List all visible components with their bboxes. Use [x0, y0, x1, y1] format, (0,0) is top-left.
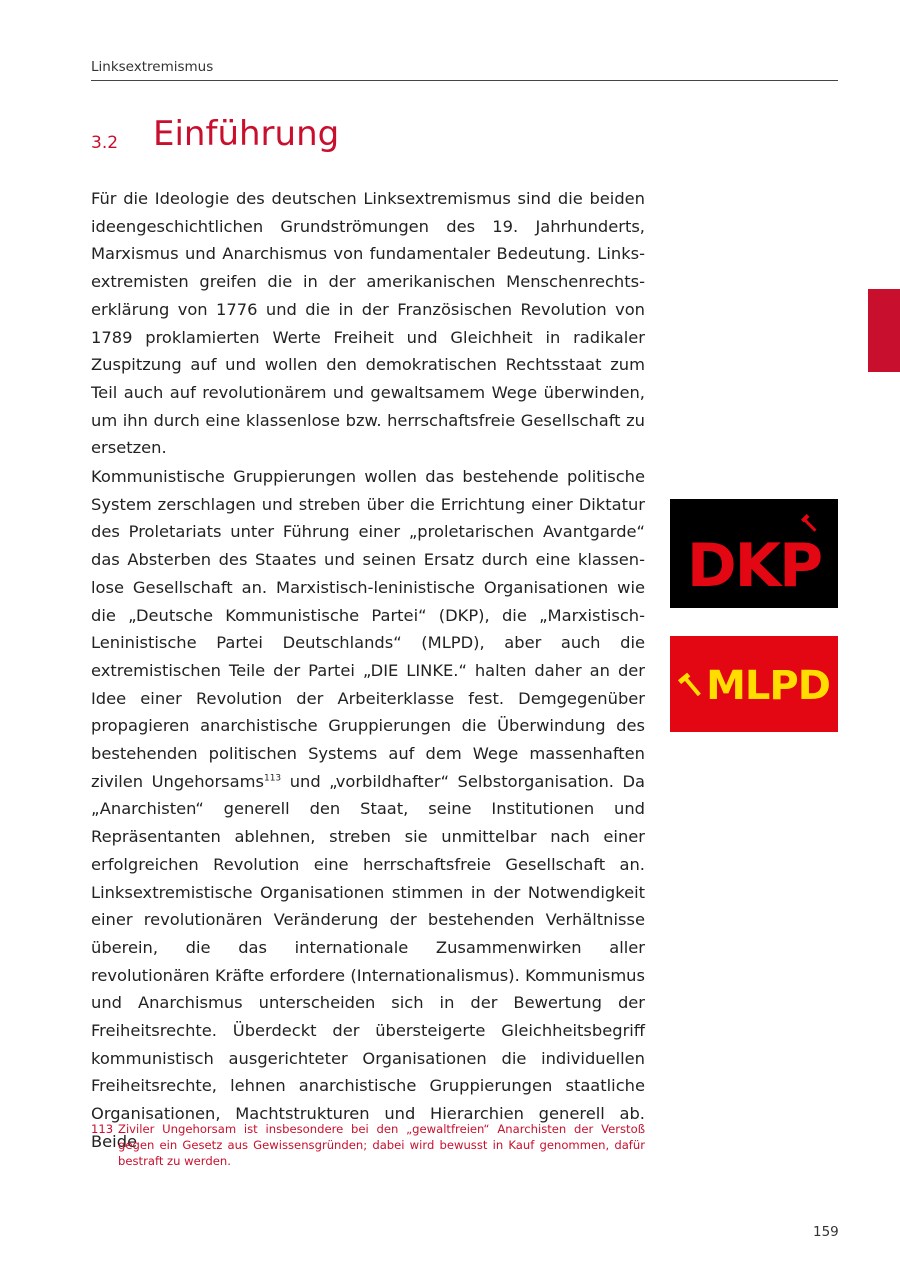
paragraph-2-part-1: Kommunistische Gruppierungen wollen das bestehende politische System zerschlagen und streben über die Errichtung einer Diktatur des Proletariats unter Führung einer „proletarischen Avantgarde“ das Absterben des Staates und seinen Ersatz durch eine klassenlose Gesellschaft an. Marxistisch-leninistische Organisationen wie die „Deutsche Kommunistische Partei“ (DKP), die „Marxistisch-Leninistische Partei Deutschlands“ (MLPD), aber auch die extremistischen Teile der Partei „DIE LINKE.“ halten daher an der Idee einer Revolution der Arbeiterklasse fest. Demgegenüber propagieren anarchistische Gruppierungen die Überwindung des bestehenden politischen Systems auf dem Wege massenhaften zivilen Ungehorsams	[91, 467, 645, 791]
header-rule	[91, 80, 838, 81]
hammer-sickle-icon	[801, 510, 822, 532]
hammer-sickle-icon	[678, 673, 702, 697]
footnote-number: 113	[91, 1122, 114, 1136]
footnote-text: Ziviler Ungehorsam ist insbesondere bei den „gewaltfreien“ Anarchisten der Verstoß gegen ein Gesetz aus Gewissensgründen; dabei wird bewusst in Kauf genommen, dafür bestraft zu werden.	[118, 1122, 645, 1168]
section-number: 3.2	[91, 133, 119, 153]
mlpd-logo-text: MLPD	[706, 663, 830, 709]
paragraph-2	[91, 463, 645, 1156]
dkp-logo-text: DKP	[686, 531, 822, 601]
footnote	[91, 1121, 645, 1169]
section-title: Einführung	[153, 114, 340, 154]
mlpd-logo	[670, 636, 838, 732]
dkp-logo-graphic	[670, 499, 838, 608]
chapter-thumb-tab	[868, 289, 900, 372]
page-number: 159	[813, 1224, 839, 1240]
running-head: Linksextremismus	[91, 59, 214, 75]
paragraph-1: Für die Ideologie des deutschen Linksextremismus sind die beiden ideengeschichtlichen Grundströmungen des 19. Jahrhunderts, Marxismus und Anarchismus von fundamentaler Bedeutung. Linksextremisten greifen die in der amerikanischen Menschenrechtserklärung von 1776 und die in der Französischen Revolution von 1789 proklamierten Werte Freiheit und Gleichheit in radikaler Zuspitzung auf und wollen den demokratischen Rechtsstaat zum Teil auch auf revolutionärem und gewaltsamem Wege überwinden, um ihn durch eine klassenlose bzw. herrschaftsfreie Gesellschaft zu ersetzen.	[91, 189, 645, 458]
dkp-logo	[670, 499, 838, 608]
mlpd-logo-graphic	[670, 636, 838, 732]
footnote-reference: 113	[263, 773, 282, 784]
paragraph-2-part-2: und „vorbildhafter“ Selbstorganisation. Da „Anarchisten“ generell den Staat, seine Institutionen und Repräsentanten ablehnen, streben sie unmittelbar nach einer erfolgreichen Revolution eine herrschaftsfreie Gesellschaft an. Linksextremistische Organisationen stimmen in der Notwendigkeit einer revolutionären Veränderung der bestehenden Verhältnisse überein, die das internationale Zusammenwirken aller revolutionären Kräfte erfordere (Internationalismus). Kommunismus und Anarchismus unterscheiden sich in der Bewertung der Freiheitsrechte. Überdeckt der übersteigerte Gleichheitsbegriff kommunistisch ausgerichteter Organisationen die individuellen Freiheitsrechte, lehnen anarchistische Gruppierungen staatliche Organisationen, Machtstrukturen und Hierarchien generell ab. Beide	[91, 771, 645, 1151]
